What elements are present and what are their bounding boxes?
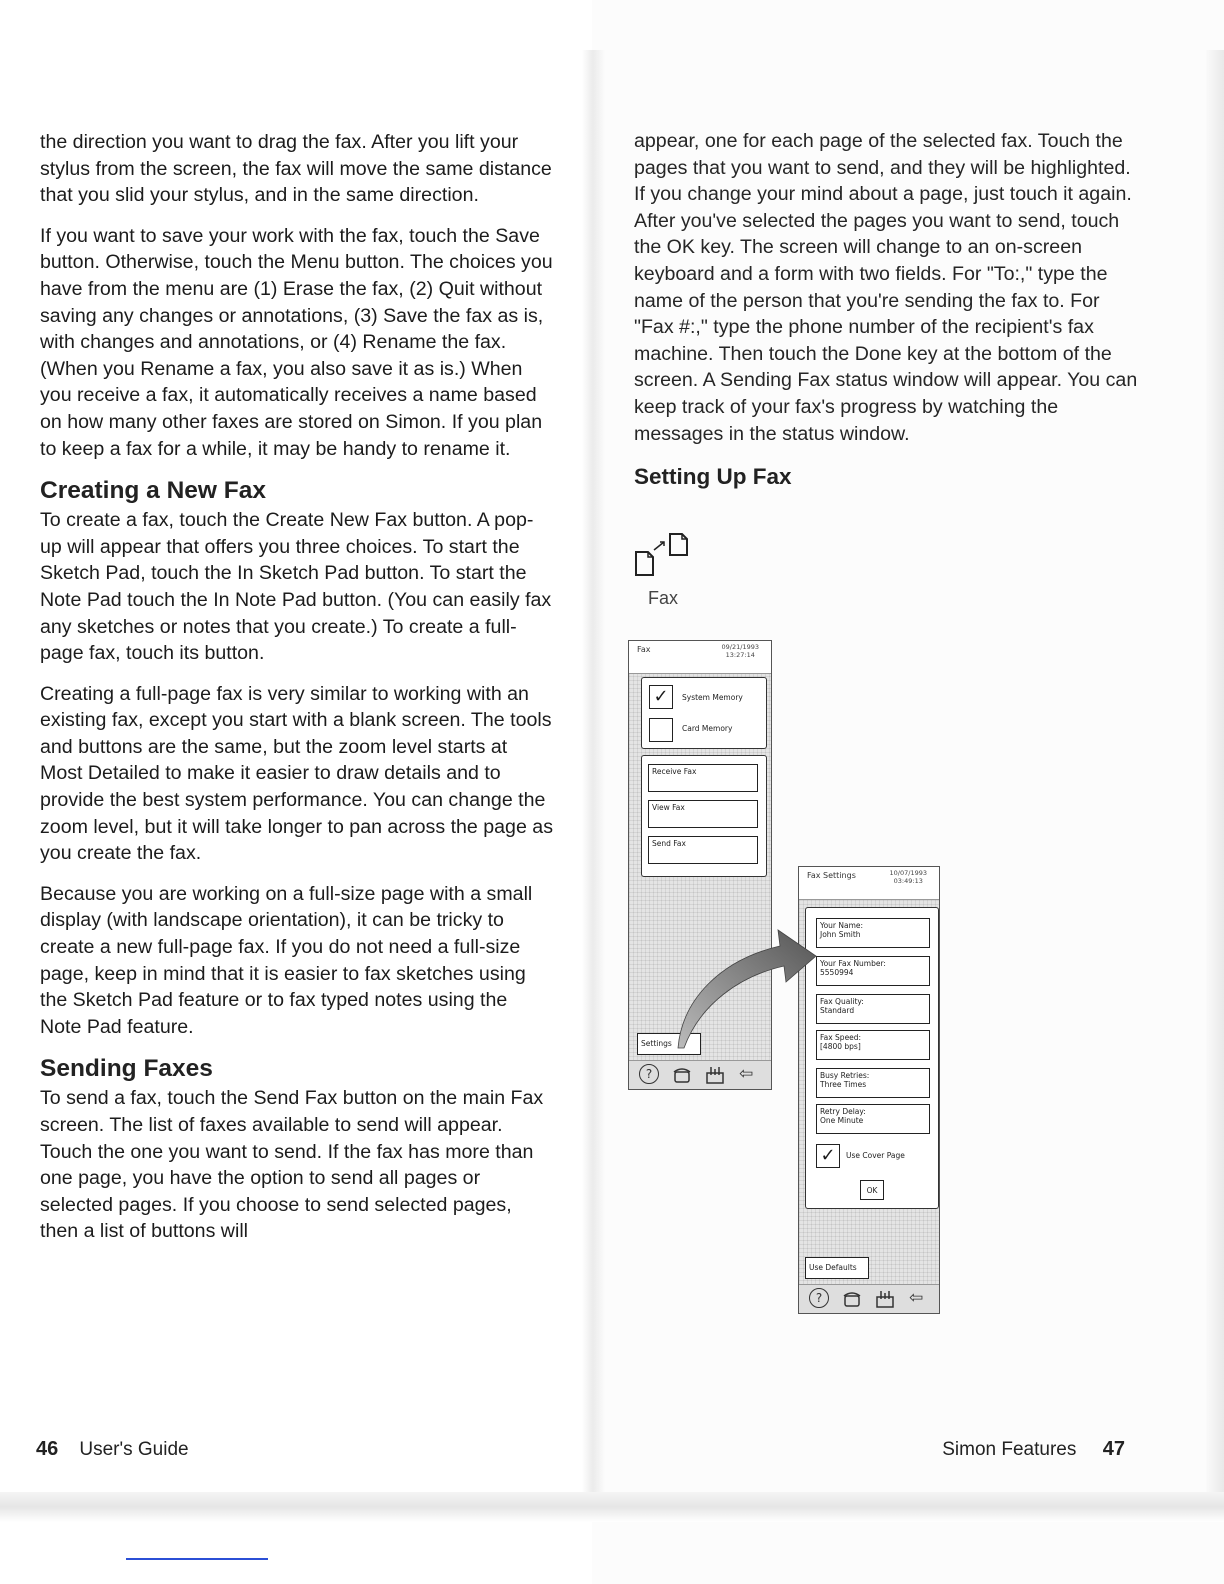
folio-right (942, 1436, 1125, 1463)
field-value: [4800 bps] (820, 1042, 861, 1051)
field-label: Your Fax Number: (820, 959, 886, 968)
paragraph: the direction you want to drag the fax. After you lift your stylus from the screen, the fax will move the same distance that you slid your stylus, and in the same direction. (40, 131, 552, 207)
send-fax-button[interactable]: Send Fax (648, 836, 758, 864)
retry-delay-field[interactable] (816, 1104, 930, 1134)
your-name-field[interactable] (816, 918, 930, 948)
screen-time: 03:49:13 (893, 877, 923, 885)
cover-page-checkbox[interactable]: ✓ (816, 1144, 840, 1168)
fax-speed-field[interactable] (816, 1030, 930, 1060)
page-number: 47 (1102, 1438, 1125, 1460)
fax-icon-label: Fax (648, 588, 679, 608)
field-value: One Minute (820, 1116, 864, 1125)
section-heading-sending: Sending Faxes (40, 1055, 213, 1083)
section-heading-creating: Creating a New Fax (40, 477, 267, 505)
scan-mark (126, 1558, 268, 1560)
screen-titlebar (799, 867, 939, 900)
help-icon[interactable]: ? (809, 1288, 829, 1308)
page-edge-shadow (1206, 50, 1224, 1510)
bottom-toolbar (799, 1284, 939, 1313)
right-column (634, 128, 1144, 491)
field-value: Three Times (820, 1080, 867, 1089)
back-arrow-icon[interactable]: ⇦ (909, 1288, 924, 1308)
screen-titlebar (629, 641, 771, 674)
section-heading-setup: Setting Up Fax (634, 464, 792, 490)
field-label: Your Name: (820, 921, 864, 930)
book-gutter (582, 50, 606, 1510)
screen-title: Fax Settings (807, 871, 856, 880)
screen-date: 10/07/1993 (889, 869, 927, 877)
running-footer: Simon Features (942, 1439, 1077, 1460)
phone-icon[interactable] (843, 1291, 861, 1307)
settings-button[interactable]: Settings (637, 1033, 701, 1055)
field-label: Fax Speed: (820, 1033, 862, 1042)
field-value: Standard (820, 1006, 855, 1015)
receive-fax-button[interactable]: Receive Fax (648, 764, 758, 792)
bottom-shadow (0, 1492, 1224, 1522)
card-memory-checkbox[interactable] (649, 718, 673, 742)
paragraph: Creating a full-page fax is very similar to working with an existing fax, except you start with a blank screen. The tools and buttons are the same, but the zoom level starts at Most Detailed to make it easier to draw details and to provide the best system performance. You can change the zoom level, but it will take longer to pan across the page as you create the fax. (40, 682, 553, 865)
field-value: John Smith (820, 930, 861, 939)
tools-icon[interactable] (705, 1066, 725, 1084)
tools-icon[interactable] (875, 1290, 895, 1308)
phone-icon[interactable] (673, 1067, 691, 1083)
back-arrow-icon[interactable]: ⇦ (739, 1064, 754, 1084)
screen-timestamp (722, 643, 759, 659)
screen-date: 09/21/1993 (721, 643, 759, 651)
paragraph: If you want to save your work with the fax, touch the Save button. Otherwise, touch the Menu button. The choices you have from the menu are (1) Erase the fax, (2) Quit without saving any changes or annotations, (3) Save the fax as is, with changes and annotations, or (4) Rename the fax. (When you Rename a fax, you also save it as is.) When you receive a fax, it automatically receives a name based on how many other faxes are stored on Simon. If you plan to keep a fax for a while, it may be handy to rename it. (40, 224, 553, 460)
cover-page-label: Use Cover Page (846, 1151, 905, 1160)
left-column (40, 129, 554, 1259)
field-label: Retry Delay: (820, 1107, 866, 1116)
paragraph: appear, one for each page of the selected fax. Touch the pages that you want to send, and they will be highlighted. If you change your mind about a page, just touch it again. After you've selected the pages you want to send, touch the OK key. The screen will change to an on-screen keyboard and a form with two fields. For "To:," type the name of the person that you're sending the fax to. For "Fax #:," type the phone number of the recipient's fax machine. Then touch the Done key at the bottom of the screen. A Sending Fax status window will appear. You can keep track of your fax's progress by watching the messages in the status window. (634, 130, 1138, 445)
fax-quality-field[interactable] (816, 994, 930, 1024)
use-defaults-button[interactable]: Use Defaults (805, 1257, 869, 1279)
field-label: Fax Quality: (820, 997, 864, 1006)
card-memory-label: Card Memory (682, 724, 733, 733)
field-value: 5550994 (820, 968, 854, 977)
screen-time: 13:27:14 (725, 651, 755, 659)
ok-button[interactable]: OK (860, 1180, 884, 1200)
paragraph: To create a fax, touch the Create New Fax button. A pop-up will appear that offers you three choices. To start the Sketch Pad, touch the In Sketch Pad button. To start the Note Pad touch the In Note Pad button. (You can easily fax any sketches or notes that you create.) To create a full-page fax, touch its button. (40, 509, 552, 665)
bottom-toolbar (629, 1060, 771, 1089)
fax-app-icon (634, 530, 704, 586)
memory-panel (641, 677, 767, 749)
fax-number-field[interactable] (816, 956, 930, 986)
screen-timestamp (890, 869, 927, 885)
folio-left (36, 1436, 189, 1463)
curved-arrow-icon (660, 920, 830, 1050)
system-memory-checkbox[interactable]: ✓ (649, 685, 673, 709)
help-icon[interactable]: ? (639, 1064, 659, 1084)
running-footer: User's Guide (79, 1439, 189, 1460)
view-fax-button[interactable]: View Fax (648, 800, 758, 828)
screen-title: Fax (637, 645, 651, 654)
fax-actions-panel (641, 755, 767, 877)
busy-retries-field[interactable] (816, 1068, 930, 1098)
system-memory-label: System Memory (682, 693, 743, 702)
paragraph: Because you are working on a full-size page with a small display (with landscape orientation), it can be tricky to create a new full-page fax. If you do not need a full-size page, keep in mind that it is easier to fax sketches using the Sketch Pad feature or to fax typed notes using the Note Pad feature. (40, 882, 533, 1038)
page-number: 46 (36, 1438, 59, 1460)
paragraph: To send a fax, touch the Send Fax button on the main Fax screen. The list of faxes available to send will appear. Touch the one you want to send. If the fax has more than one page, you have the option to send all pages or selected pages. If you choose to send selected pages, then a list of buttons will (40, 1087, 544, 1243)
field-label: Busy Retries: (820, 1071, 870, 1080)
